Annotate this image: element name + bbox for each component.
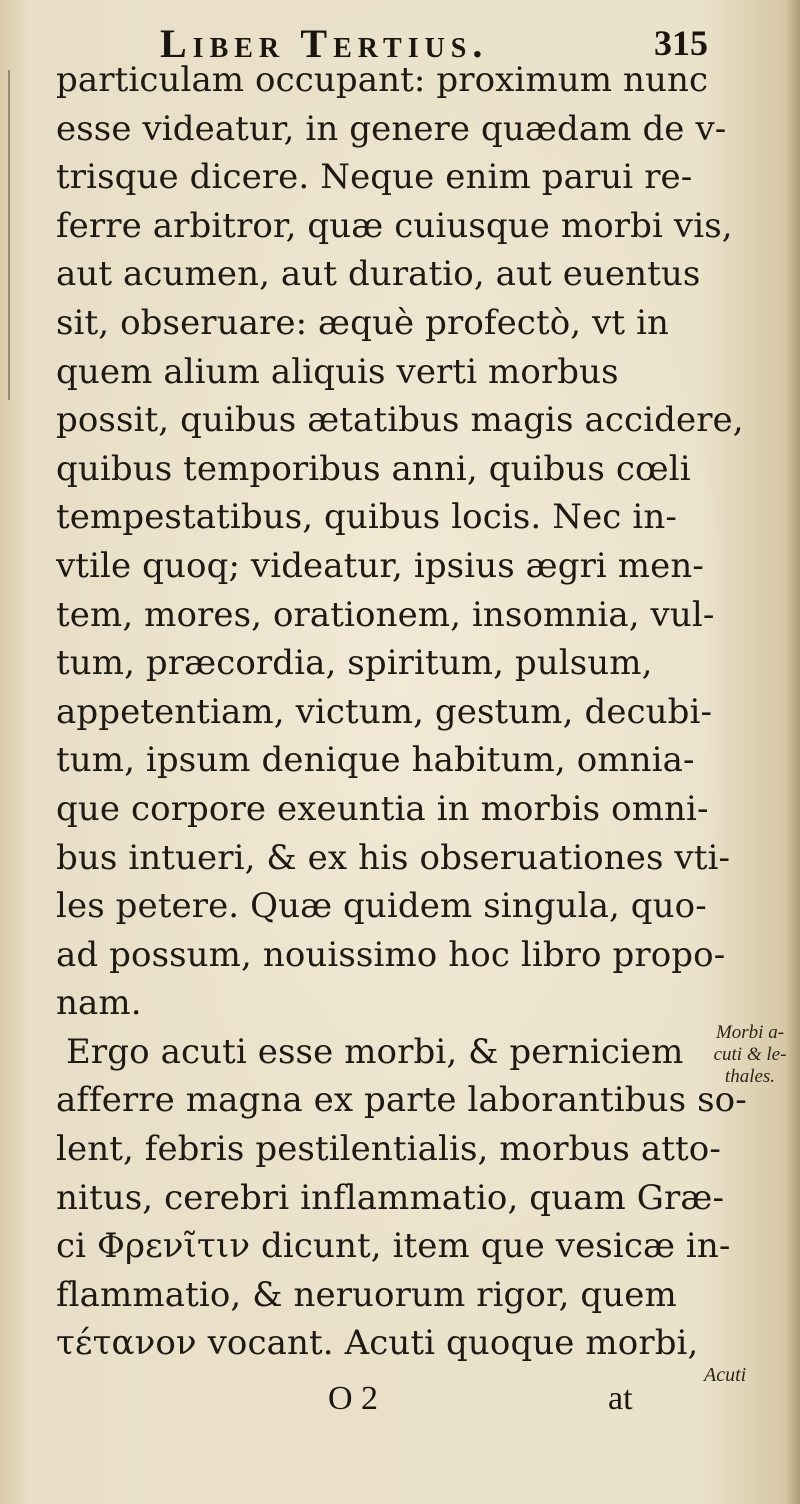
text-line: nitus, cerebri inflammatio, quam Græ-: [56, 1177, 725, 1218]
text-line: tem, mores, orationem, insomnia, vul-: [56, 594, 715, 635]
catchword: at: [608, 1380, 633, 1417]
text-line: ferre arbitror, quæ cuiusque morbi vis,: [56, 205, 733, 246]
page-edge-shadow: [786, 0, 800, 1504]
text-line: que corpore exeuntia in morbis omni-: [56, 788, 709, 829]
running-head: Liber Tertius.: [160, 21, 489, 66]
text-line: ad possum, nouissimo hoc libro propo-: [56, 934, 726, 975]
text-line: quem alium aliquis verti morbus: [56, 351, 619, 392]
text-line: aut acumen, aut duratio, aut euentus: [56, 254, 701, 295]
text-line: tum, præcordia, spiritum, pulsum,: [56, 643, 653, 684]
text-line: Ergo acuti esse morbi, & perniciem: [66, 1031, 684, 1072]
text-line: tum, ipsum denique habitum, omnia-: [56, 740, 695, 781]
signature-mark: O 2: [328, 1380, 379, 1417]
margin-note: Morbi a- cuti & le- thales.: [713, 1022, 787, 1087]
text-line: lent, febris pestilentialis, morbus atto-: [56, 1129, 721, 1170]
text-line: ci Φρενῖτιν dicunt, item que vesicæ in-: [56, 1226, 731, 1267]
text-line: flammatio, & neruorum rigor, quem: [56, 1274, 677, 1315]
text-line: sit, obseruare: æquè profectò, vt in: [56, 302, 670, 343]
text-line: vtile quoq; videatur, ipsius ægri men-: [56, 545, 704, 586]
text-line: esse videatur, in genere quædam de v-: [56, 108, 727, 149]
page-footer: [0, 1380, 800, 1440]
text-line: trisque dicere. Neque enim parui re-: [56, 157, 693, 198]
text-line: quibus temporibus anni, quibus cœli: [56, 448, 691, 489]
body-text: [56, 56, 747, 1368]
gutter-rule: [8, 70, 10, 400]
text-line: les petere. Quæ quidem singula, quo-: [56, 886, 707, 927]
text-line: possit, quibus ætatibus magis accidere,: [56, 400, 744, 441]
text-line: nam.: [56, 983, 142, 1024]
text-line: appetentiam, victum, gestum, decubi-: [56, 691, 713, 732]
text-line: afferre magna ex parte laborantibus so-: [56, 1080, 747, 1121]
page-number: 315: [654, 23, 708, 63]
text-line: bus intueri, & ex his obseruationes vti-: [56, 837, 731, 878]
text-line: tempestatibus, quibus locis. Nec in-: [56, 497, 677, 538]
text-line: particulam occupant: proximum nunc: [56, 60, 709, 100]
margin-note: Acuti: [704, 1364, 747, 1386]
text-line: τέτανον vocant. Acuti quoque morbi,: [56, 1323, 699, 1364]
